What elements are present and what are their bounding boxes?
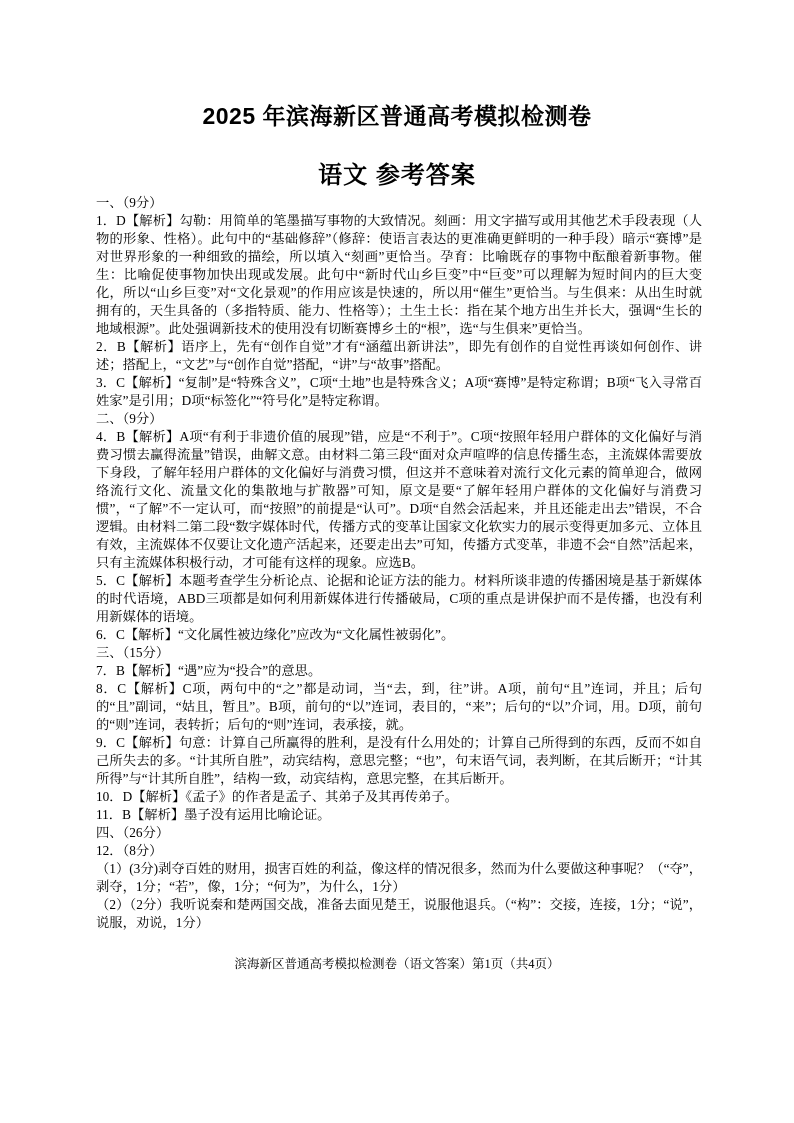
answer-item-6: 6．C【解析】“文化属性被边缘化”应改为“文化属性被弱化”。 [96,627,455,642]
section-3-heading: 三、（15分） [96,645,170,660]
answer-content [96,194,702,932]
answer-item-12: 12．（8分） [96,843,163,858]
document-subtitle: 语文 参考答案 [318,162,476,189]
answer-item-5: 5．C【解析】本题考查学生分析论点、论据和论证方法的能力。材料所谈非遗的传播困境是基于新媒体的时代语境，ABD三项都是如何利用新媒体进行传播破局，C项的重点是讲保护而不是传播，也没有利用新媒体的语境。 [96,573,702,624]
answer-item-1: 1．D【解析】勾勒：用简单的笔墨描写事物的大致情况。刻画：用文字描写或用其他艺术手段表现（人物的形象、性格）。此句中的“基础修辞”（修辞：使语言表达的更准确更鲜明的一种手段）暗示“赛博”是对世界形象的一种细致的描绘，所以填入“刻画”更恰当。孕育：比喻既存的事物中酝酿着新事物。催生：比喻促使事物加快出现或发展。此句中“新时代山乡巨变”中“巨变”可以理解为短时间内的巨大变化，所以“山乡巨变”对“文化景观”的作用应该是快速的，所以用“催生”更恰当。与生俱来：从出生时就拥有的，天生具备的（多指特质、能力、性格等）；土生土长：指在某个地方出生并长大，强调“生长的地域根源”。此处强调新技术的使用没有切断赛博乡土的“根”，选“与生俱来”更恰当。 [96,213,702,336]
answer-item-12-1: （1）(3分)剥夺百姓的财用，损害百姓的利益，像这样的情况很多，然而为什么要做这种事呢？（“夺”，剥夺，1分；“若”，像，1分；“何为”，为什么，1分） [96,861,702,894]
answer-item-8: 8．C【解析】C项，两句中的“之”都是动词，当“去，到，往”讲。A项，前句“且”连词，并且；后句的“且”副词，“姑且，暂且”。B项，前句的“以”连词，表目的，“来”；后句的“以”介词，用。D项，前句的“则”连词，表转折；后句的“则”连词，表承接，就。 [96,681,702,732]
answer-item-2: 2．B【解析】语序上，先有“创作自觉”才有“涵蕴出新讲法”，即先有创作的自觉性再谈如何创作、讲述；搭配上，“文艺”与“创作自觉”搭配，“讲”与“故事”搭配。 [96,339,702,372]
section-4-heading: 四、（26分） [96,825,170,840]
answer-item-4: 4．B【解析】A项“有利于非遗价值的展现”错，应是“不利于”。C项“按照年轻用户群体的文化偏好与消费习惯去赢得流量”错误，曲解文意。由材料二第三段“面对众声喧哗的信息传播生态，主流媒体需要放下身段，了解年轻用户群体的文化偏好与消费习惯，但这并不意味着对流行文化元素的简单迎合，做网络流行文化、流量文化的集散地与扩散器”可知，原文是要“了解年轻用户群体的文化偏好与消费习惯”，“了解”不一定认可，而“按照”的前提是“认可”。D项“自然会活起来，并且还能走出去”错误，不合逻辑。由材料二第二段“数字媒体时代，传播方式的变革让国家文化软实力的展示变得更加多元、立体且有效，主流媒体不仅要让文化遗产活起来，还要走出去”可知，传播方式变革，非遗不会“自然”活起来，只有主流媒体积极行动，才可能有这样的现象。应选B。 [96,429,702,570]
answer-item-3: 3．C【解析】“复制”是“特殊含义”，C项“土地”也是特殊含义；A项“赛博”是特定称谓；B项“飞入寻常百姓家”是引用；D项“标签化”“符号化”是特定称谓。 [96,375,702,408]
answer-item-10: 10．D【解析】《孟子》的作者是孟子、其弟子及其再传弟子。 [96,789,458,804]
answer-item-11: 11．B【解析】墨子没有运用比喻论证。 [96,807,331,822]
document-title: 2025 年滨海新区普通高考模拟检测卷 [202,103,592,129]
answer-item-9: 9．C【解析】句意：计算自己所赢得的胜利，是没有什么用处的；计算自己所得到的东西，反而不如自己所失去的多。“计其所自胜”，动宾结构，意思完整；“也”，句末语气词，表判断，在其后断开；“计其所得”与“计其所自胜”，结构一致，动宾结构，意思完整，在其后断开。 [96,735,702,786]
answer-item-7: 7．B【解析】“遇”应为“投合”的意思。 [96,663,322,678]
section-2-heading: 二、（9分） [96,411,163,426]
section-1-heading: 一、（9分） [96,195,163,210]
page-footer: 滨海新区普通高考模拟检测卷（语文答案）第1页（共4页） [234,957,560,971]
answer-item-12-2: （2）（2分）我听说秦和楚两国交战，准备去面见楚王，说服他退兵。（“构”：交接，连接，1分；“说”，说服，劝说，1分） [96,897,702,930]
